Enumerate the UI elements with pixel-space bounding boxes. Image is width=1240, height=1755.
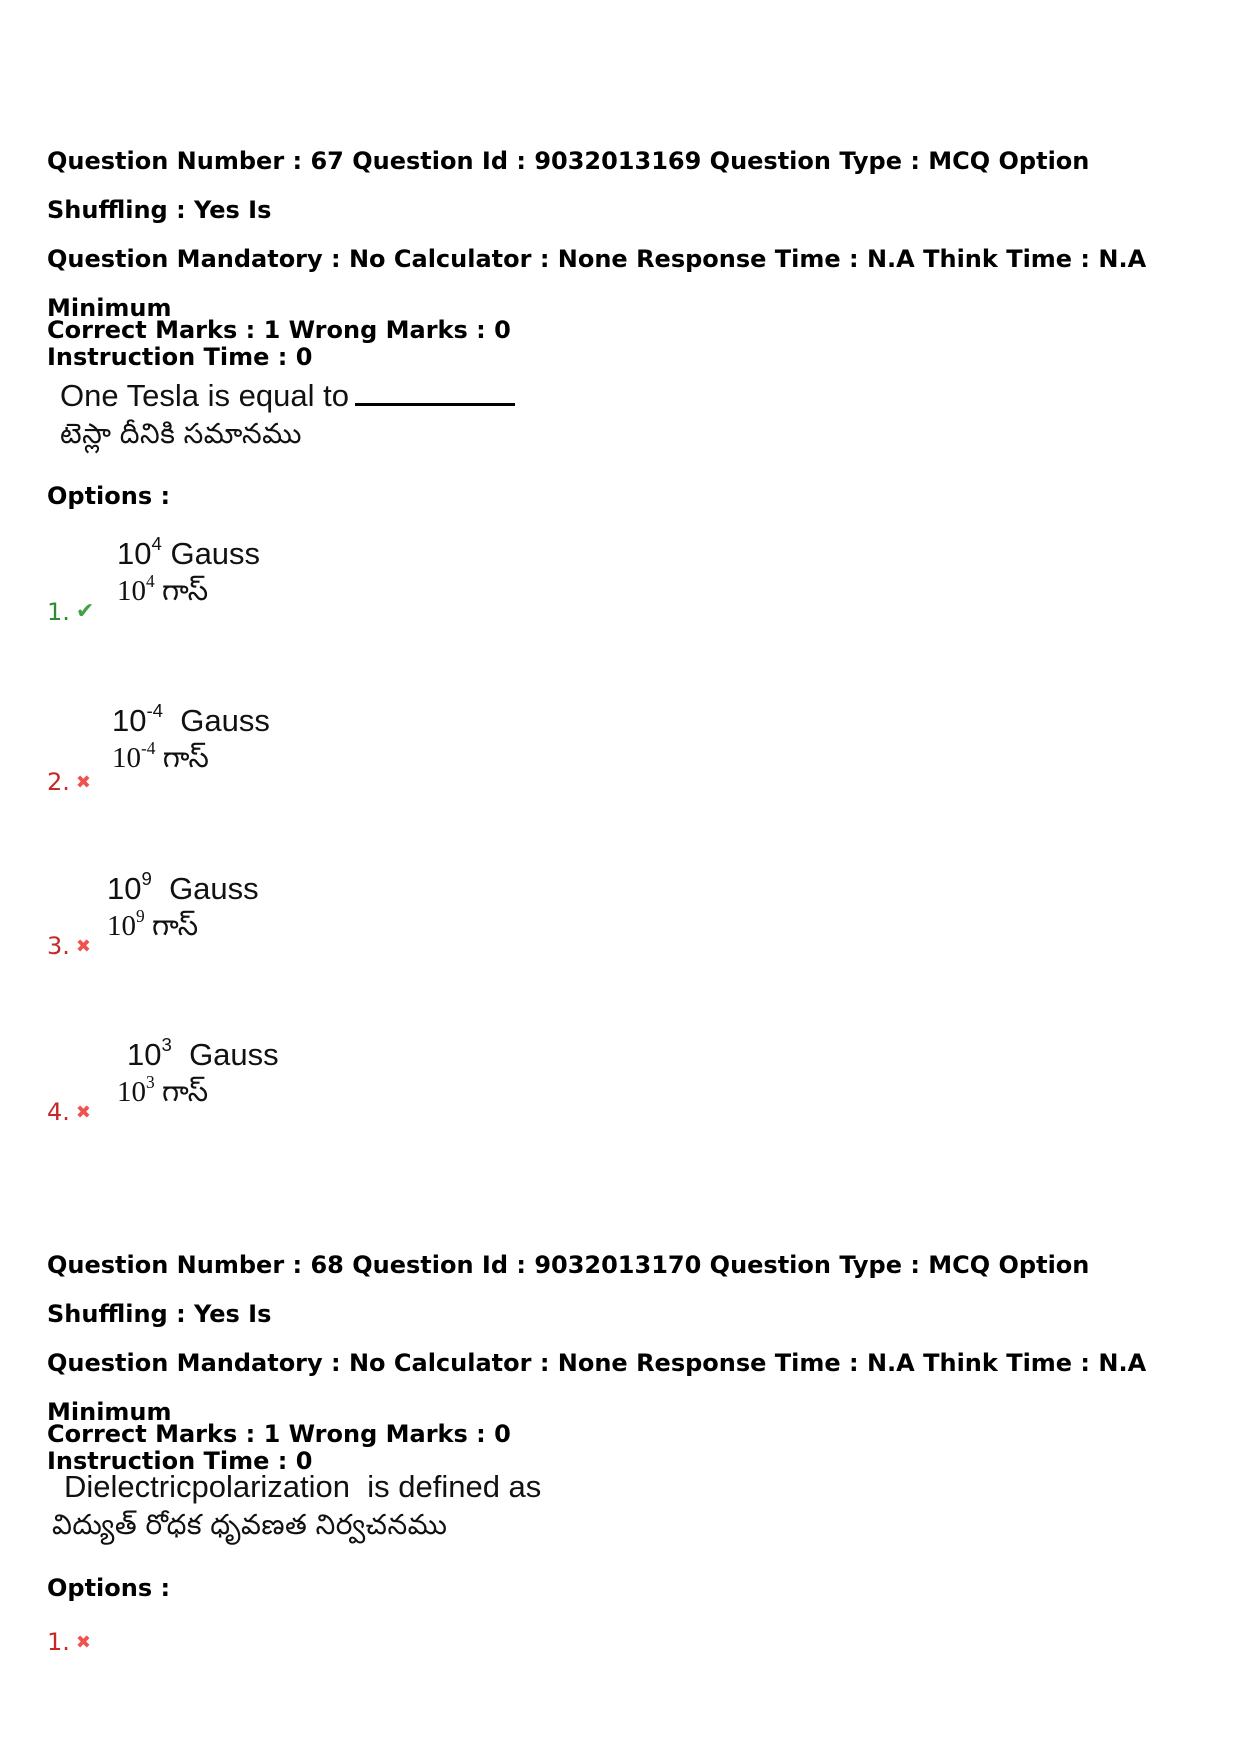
option-exponent: -4 — [146, 700, 164, 722]
option-unit-te: గాస్ — [161, 575, 209, 607]
option-exponent: 9 — [141, 868, 152, 890]
option-4-content — [117, 1036, 279, 1110]
answer-blank — [355, 379, 515, 406]
cross-icon: ✖ — [75, 1102, 91, 1123]
question-67-marks: Correct Marks : 1 Wrong Marks : 0 — [47, 316, 511, 344]
question-text-en: Dielectricpolarization is defined as — [64, 1469, 542, 1504]
cross-icon: ✖ — [75, 772, 91, 793]
option-number-label: 2. — [47, 768, 70, 796]
question-68-meta — [47, 1241, 1217, 1486]
option-unit-en: Gauss — [169, 871, 259, 906]
question-68-marks: Correct Marks : 1 Wrong Marks : 0 — [47, 1420, 511, 1448]
option-unit-te: గాస్ — [161, 1076, 209, 1108]
option-exponent: 3 — [161, 1034, 172, 1056]
option-number-label: 1. — [47, 1628, 70, 1656]
option-3-number — [47, 932, 91, 960]
meta-line: Question Mandatory : No Calculator : None Response Time : N.A Think Time : N.A Minimum — [47, 245, 1147, 322]
option-unit-te: గాస్ — [151, 910, 199, 942]
option-base: 10 — [107, 871, 142, 906]
option-unit-en: Gauss — [180, 703, 270, 738]
meta-line: Instruction Time : 0 — [47, 343, 313, 371]
question-68-text — [52, 1468, 541, 1544]
option-3-content — [107, 870, 259, 944]
option-base: 10 — [112, 742, 141, 774]
option-base: 10 — [117, 1076, 146, 1108]
meta-line: Question Number : 67 Question Id : 9032013169 Question Type : MCQ Option Shuffling : Yes Is — [47, 147, 1090, 224]
option-number-label: 4. — [47, 1098, 70, 1126]
option-2-number — [47, 768, 91, 796]
option-base: 10 — [127, 1037, 162, 1072]
option-base: 10 — [117, 536, 152, 571]
cross-icon: ✖ — [75, 936, 91, 957]
option-exponent: 3 — [146, 1071, 155, 1092]
option-2-content — [112, 702, 270, 776]
option-1-content — [117, 535, 260, 609]
meta-line: Question Mandatory : No Calculator : None Response Time : N.A Think Time : N.A Minimum — [47, 1349, 1147, 1426]
option-exponent: -4 — [141, 737, 156, 758]
option-unit-te: గాస్ — [162, 742, 209, 774]
option-base: 10 — [117, 575, 146, 607]
option-exponent: 9 — [136, 905, 145, 926]
option-base: 10 — [107, 910, 136, 942]
meta-line: Instruction Time : 0 — [47, 1447, 313, 1475]
question-67-meta — [47, 137, 1217, 382]
option-number-label: 3. — [47, 932, 70, 960]
option-number-label: 1. — [47, 598, 70, 626]
check-icon: ✔ — [75, 599, 95, 624]
option-exponent: 4 — [151, 533, 162, 555]
options-label: Options : — [47, 482, 171, 510]
question-text-te: విద్యుత్ రోధక ధృవణత నిర్వచనము — [52, 1509, 448, 1540]
option-base: 10 — [112, 703, 147, 738]
option-1-number — [47, 1628, 91, 1656]
option-4-number — [47, 1098, 91, 1126]
cross-icon: ✖ — [75, 1632, 91, 1653]
option-unit-en: Gauss — [170, 536, 261, 571]
options-label: Options : — [47, 1574, 171, 1602]
question-text-te: టెస్లా దీనికి సమానము — [60, 418, 302, 449]
meta-line: Question Number : 68 Question Id : 9032013170 Question Type : MCQ Option Shuffling : Yes Is — [47, 1251, 1090, 1328]
option-exponent: 4 — [146, 570, 155, 591]
option-1-number — [47, 598, 94, 626]
question-67-text — [60, 377, 515, 453]
question-text-en: One Tesla is equal to — [60, 378, 349, 413]
option-unit-en: Gauss — [189, 1037, 279, 1072]
